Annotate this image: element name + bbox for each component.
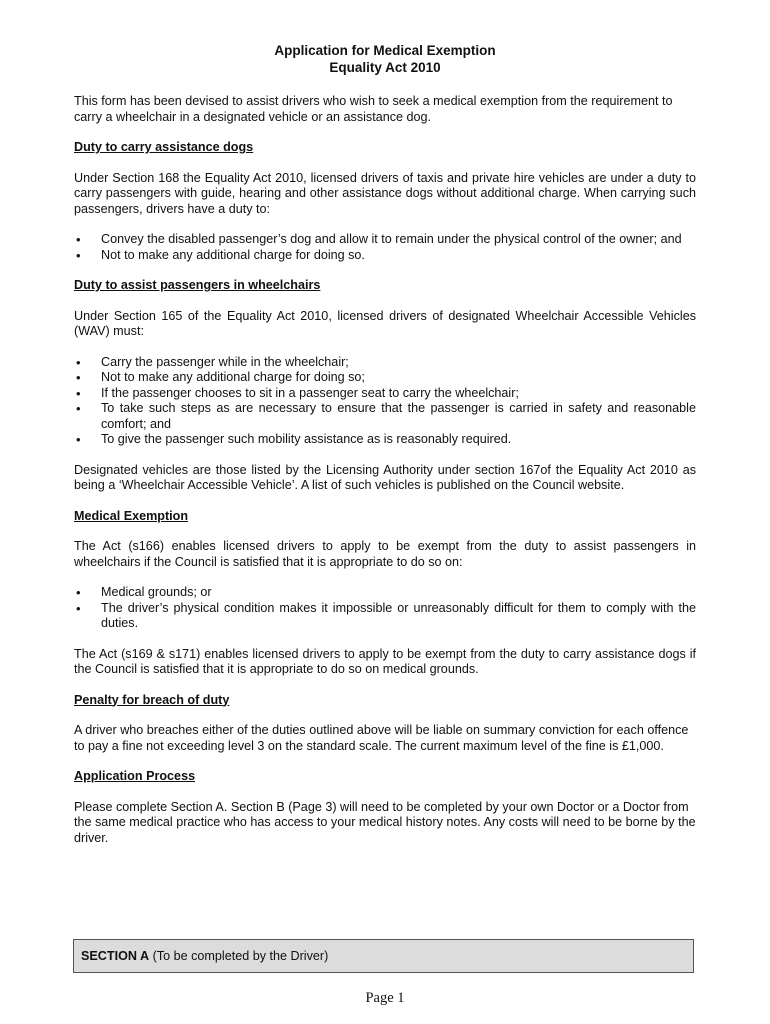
list-item: • Carry the passenger while in the wheelchair;: [74, 355, 696, 371]
process-heading: Application Process: [74, 769, 196, 783]
exemption-dogs-paragraph: The Act (s169 & s171) enables licensed drivers to apply to be exempt from the duty to carry assistance dogs if the Council is satisfied that it is appropriate to do so on medical grounds.: [74, 646, 696, 676]
exemption-paragraph: The Act (s166) enables licensed drivers to apply to be exempt from the duty to assist passengers in wheelchairs if the Council is satisfied that it is appropriate to do so on:: [74, 539, 696, 569]
penalty-paragraph: A driver who breaches either of the duties outlined above will be liable on summary conviction for each offence to pay a fine not exceeding level 3 on the standard scale. The current maximum level of the fine is £1,000.: [74, 723, 689, 753]
document-page: [74, 42, 696, 846]
wheelchairs-heading: Duty to assist passengers in wheelchairs: [74, 278, 321, 292]
document-title: [74, 42, 696, 76]
title-line-1: Application for Medical Exemption: [274, 43, 496, 58]
section-a-label: SECTION A: [81, 949, 150, 963]
designated-vehicles-paragraph: Designated vehicles are those listed by the Licensing Authority under section 167of the Equality Act 2010 as being a ‘Wheelchair Accessible Vehicle’. A list of such vehicles is published on the Council website.: [74, 462, 696, 492]
exemption-heading: Medical Exemption: [74, 508, 189, 523]
section-a-box: [73, 939, 694, 973]
dogs-paragraph: Under Section 168 the Equality Act 2010, licensed drivers of taxis and private hire vehicles are under a duty to carry passengers with guide, hearing and other assistance dogs without additional charge. When carrying such passengers, drivers have a duty to:: [74, 170, 696, 216]
penalty-heading: Penalty for breach of duty: [74, 692, 230, 707]
title-line-2: Equality Act 2010: [329, 60, 441, 75]
dogs-list: [74, 232, 696, 263]
list-item: • Not to make any additional charge for doing so;: [74, 370, 696, 386]
list-item: • Medical grounds; or: [74, 585, 696, 601]
list-item: • Not to make any additional charge for doing so.: [74, 248, 696, 264]
section-a-note: (To be completed by the Driver): [149, 949, 329, 963]
exemption-list: [74, 585, 696, 632]
list-item: • If the passenger chooses to sit in a passenger seat to carry the wheelchair;: [74, 386, 696, 402]
list-item: • To take such steps as are necessary to ensure that the passenger is carried in safety and reasonable comfort; and: [74, 401, 696, 432]
list-item: • To give the passenger such mobility assistance as is reasonably required.: [74, 432, 696, 448]
list-item: • The driver’s physical condition makes it impossible or unreasonably difficult for them to comply with the duties.: [74, 601, 696, 632]
intro-paragraph: This form has been devised to assist drivers who wish to seek a medical exemption from the requirement to carry a wheelchair in a designated vehicle or an assistance dog.: [74, 94, 673, 124]
dogs-heading: Duty to carry assistance dogs: [74, 140, 254, 154]
page-number: Page 1: [365, 990, 405, 1006]
process-paragraph: Please complete Section A. Section B (Page 3) will need to be completed by your own Doctor or a Doctor from the same medical practice who has access to your medical history notes. Any costs will need to be borne by the driver.: [74, 799, 696, 845]
list-item: • Convey the disabled passenger’s dog and allow it to remain under the physical control of the owner; and: [74, 232, 696, 248]
wheelchairs-list: [74, 355, 696, 448]
wheelchairs-paragraph: Under Section 165 of the Equality Act 2010, licensed drivers of designated Wheelchair Accessible Vehicles (WAV) must:: [74, 308, 696, 338]
